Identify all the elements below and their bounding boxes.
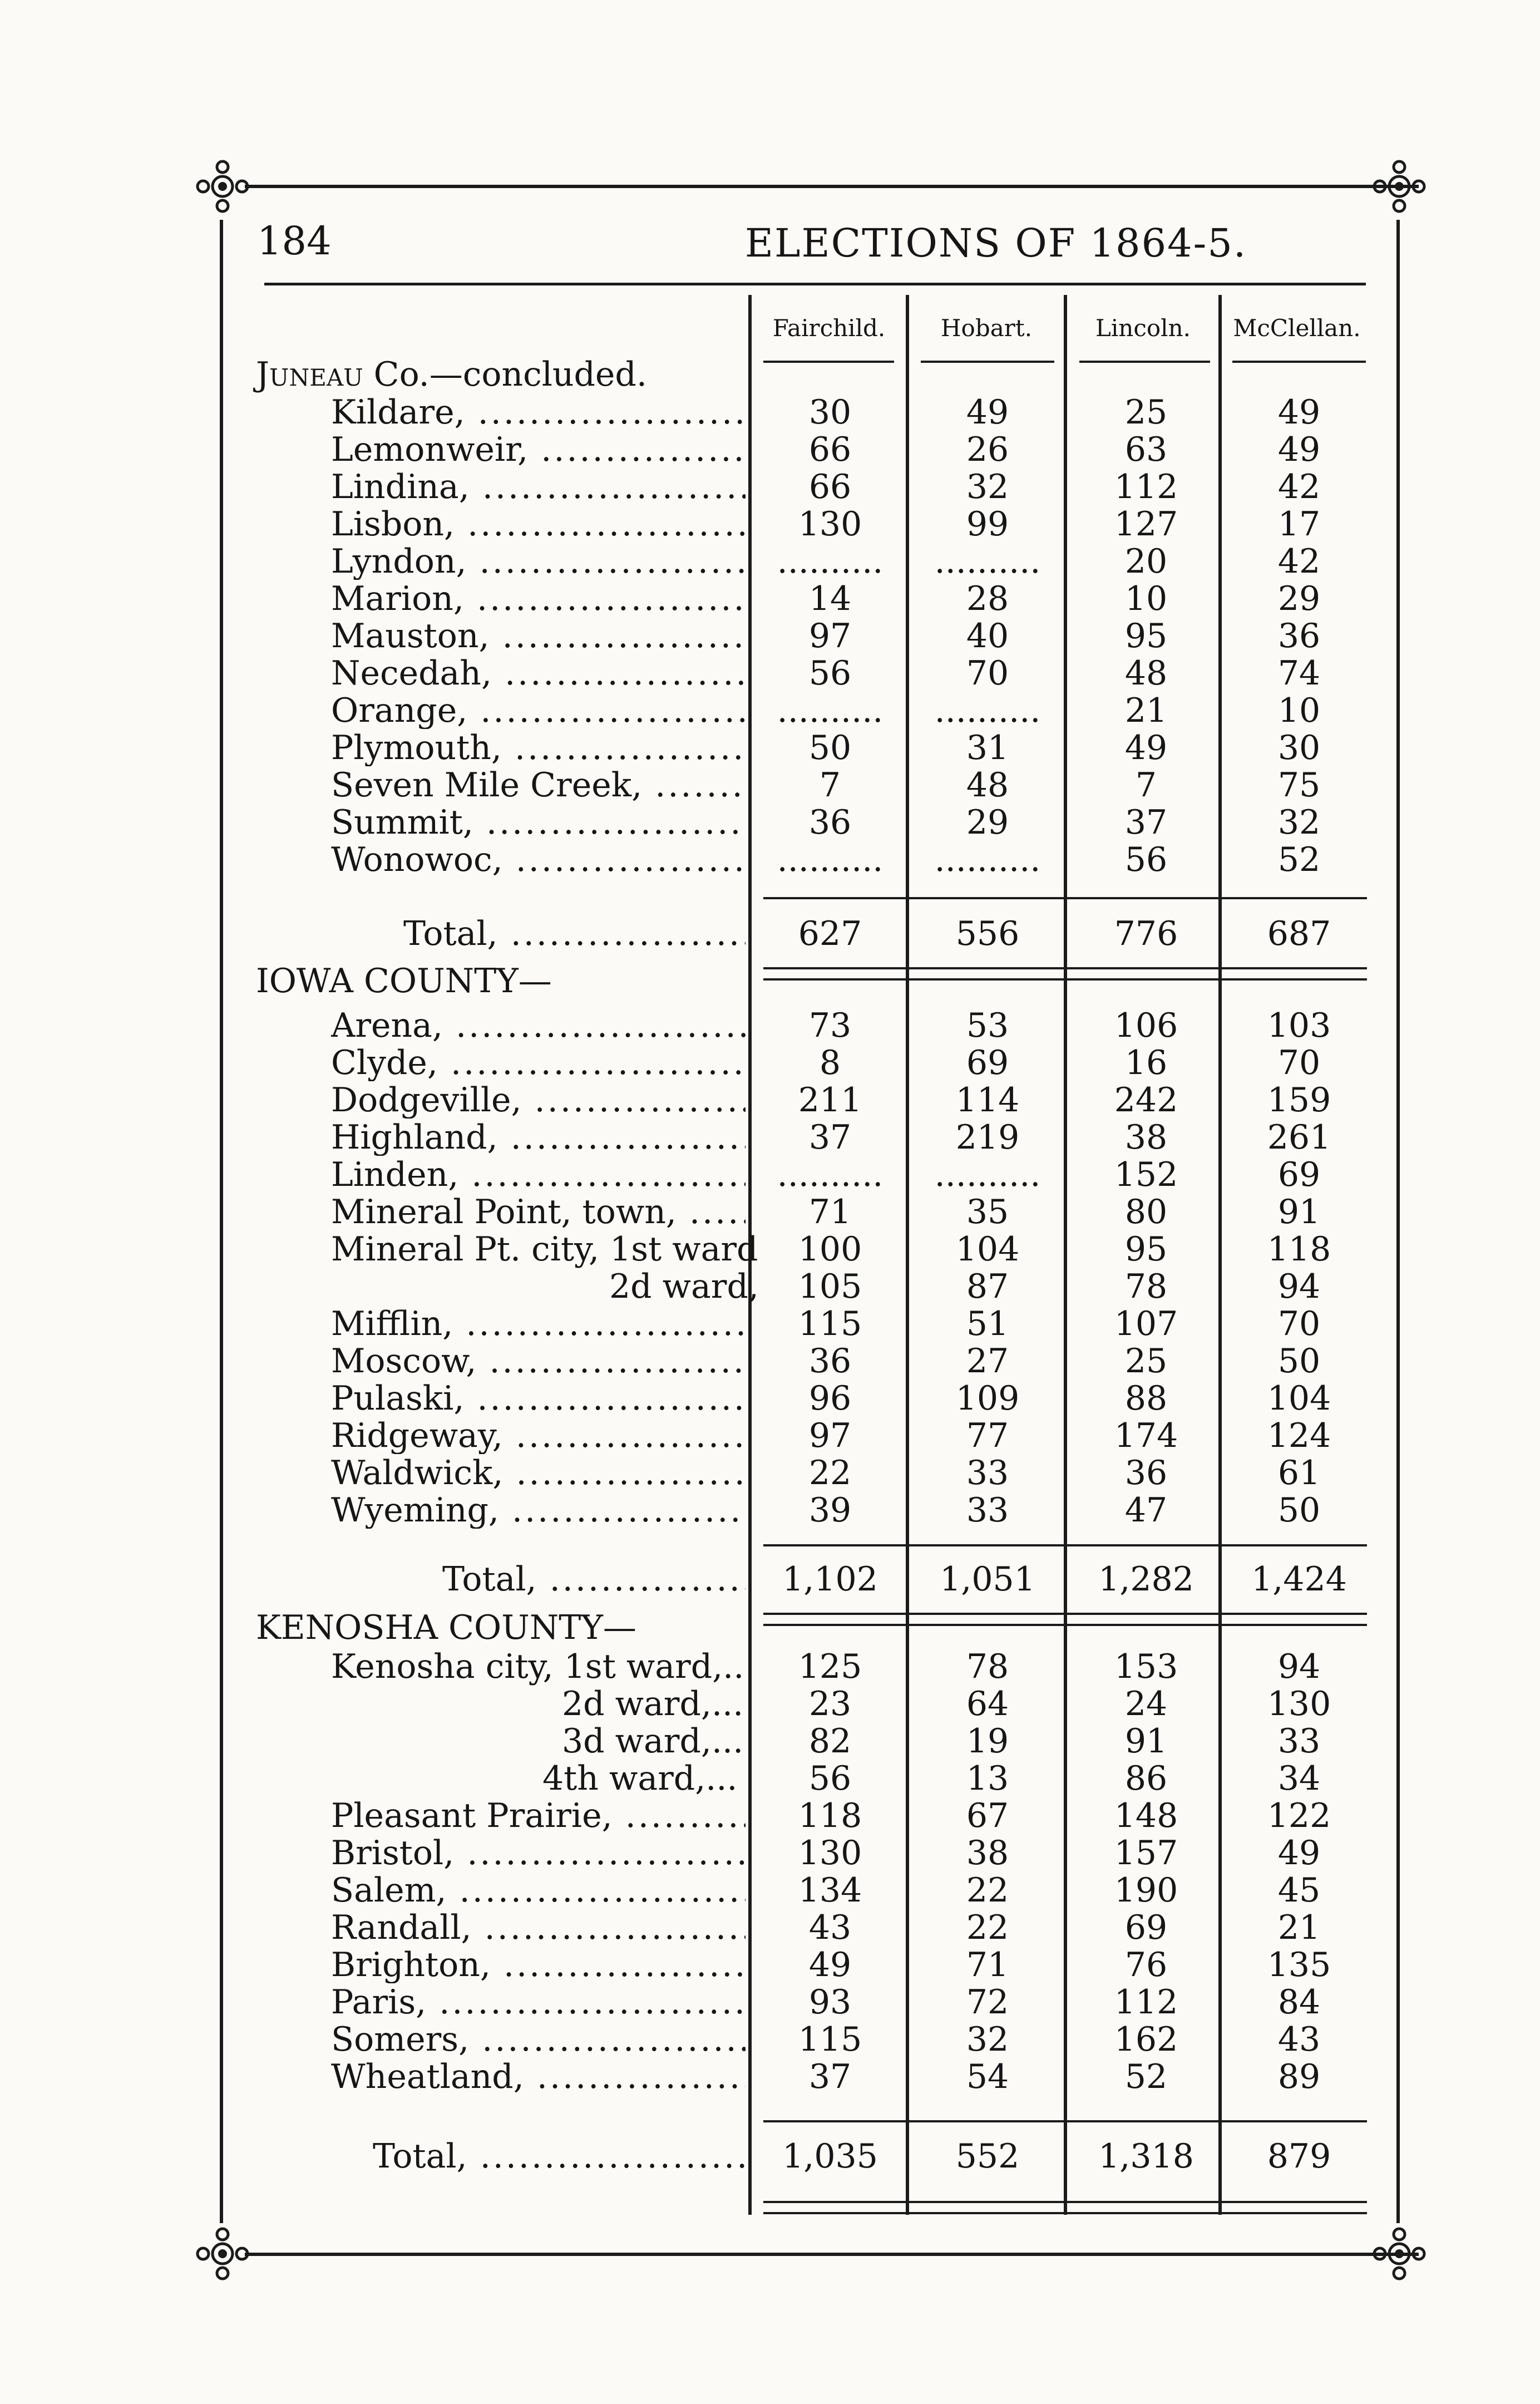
row-label: Lisbon, ..... xyxy=(331,506,746,543)
table-row xyxy=(0,2021,1540,2058)
cell-mcclellan: 135 xyxy=(1267,1947,1331,1983)
cell-fairchild: 118 xyxy=(798,1797,862,1834)
row-label: Randall, ..... xyxy=(331,1909,746,1946)
table-row xyxy=(0,1835,1540,1871)
table-row xyxy=(0,1455,1540,1491)
cell-mcclellan: 34 xyxy=(1277,1760,1321,1797)
row-label: Lyndon, ..... xyxy=(331,543,746,580)
row-label: Wonowoc, ..... xyxy=(331,841,746,878)
cell-mcclellan: 36 xyxy=(1277,618,1321,654)
corner-ornament-icon xyxy=(1363,2218,1435,2290)
cell-fairchild: 71 xyxy=(808,1194,852,1230)
cell-mcclellan: 69 xyxy=(1277,1156,1321,1193)
cell-fairchild: 23 xyxy=(808,1686,852,1722)
cell-mcclellan: 103 xyxy=(1267,1007,1331,1044)
cell-mcclellan: 50 xyxy=(1277,1492,1321,1529)
cell-mcclellan: 10 xyxy=(1277,692,1321,729)
table-row xyxy=(0,1686,1540,1722)
cell-fairchild: 82 xyxy=(808,1723,852,1760)
cell-hobart: 70 xyxy=(966,655,1009,692)
row-label: Brighton, ..... xyxy=(331,1947,746,1983)
cell-lincoln: 242 xyxy=(1114,1082,1178,1119)
cell-hobart: 87 xyxy=(966,1268,1009,1305)
cell-mcclellan: 30 xyxy=(1277,730,1321,766)
row-label: Highland, ..... xyxy=(331,1119,746,1156)
cell-fairchild: 627 xyxy=(798,915,862,952)
cell-fairchild: 1,035 xyxy=(782,2138,878,2175)
column-header-lincoln: Lincoln. xyxy=(1095,314,1191,342)
cell-hobart: .......... xyxy=(934,1156,1041,1193)
cell-lincoln: 69 xyxy=(1124,1909,1168,1946)
cell-mcclellan: 29 xyxy=(1277,580,1321,617)
table-row xyxy=(0,431,1540,468)
section-heading xyxy=(0,356,1540,393)
table-row xyxy=(0,1045,1540,1081)
cell-lincoln: 86 xyxy=(1124,1760,1168,1797)
cell-fairchild: .......... xyxy=(777,841,883,878)
row-label: Ridgeway, ..... xyxy=(331,1417,746,1454)
table-row xyxy=(0,618,1540,654)
cell-mcclellan: 687 xyxy=(1267,915,1331,952)
cell-hobart: 99 xyxy=(966,506,1009,543)
cell-mcclellan: 94 xyxy=(1277,1648,1321,1685)
cell-lincoln: 776 xyxy=(1114,915,1178,952)
cell-mcclellan: 75 xyxy=(1277,767,1321,804)
header-rule xyxy=(264,283,1366,285)
cell-mcclellan: 17 xyxy=(1277,506,1321,543)
cell-hobart: 27 xyxy=(966,1343,1009,1380)
table-row xyxy=(0,1909,1540,1946)
row-label: Total, ..... xyxy=(373,2138,746,2175)
table-row xyxy=(0,1872,1540,1909)
cell-hobart: 51 xyxy=(966,1306,1009,1342)
cell-lincoln: 10 xyxy=(1124,580,1168,617)
table-row xyxy=(0,1268,1540,1305)
table-row xyxy=(0,2058,1540,2095)
cell-mcclellan: 61 xyxy=(1277,1455,1321,1491)
row-label: Linden, ..... xyxy=(331,1156,746,1193)
cell-hobart: 40 xyxy=(966,618,1009,654)
row-label: Wheatland, ..... xyxy=(331,2058,746,2095)
cell-mcclellan: 124 xyxy=(1267,1417,1331,1454)
cell-mcclellan: 32 xyxy=(1277,804,1321,841)
page-number: 184 xyxy=(257,218,332,264)
cell-mcclellan: 45 xyxy=(1277,1872,1321,1909)
row-label: Kildare, ..... xyxy=(331,394,746,431)
cell-lincoln: 157 xyxy=(1114,1835,1178,1871)
cell-mcclellan: 49 xyxy=(1277,431,1321,468)
cell-lincoln: 148 xyxy=(1114,1797,1178,1834)
row-label: Mifflin, ..... xyxy=(331,1306,746,1342)
table-row xyxy=(0,1648,1540,1685)
cell-hobart: 556 xyxy=(955,915,1020,952)
row-label: Orange, ..... xyxy=(331,692,746,729)
total-row xyxy=(0,915,1540,952)
cell-mcclellan: 94 xyxy=(1277,1268,1321,1305)
cell-fairchild: 7 xyxy=(819,767,841,804)
cell-hobart: 22 xyxy=(966,1872,1009,1909)
cell-hobart: 28 xyxy=(966,580,1009,617)
table-row xyxy=(0,1984,1540,2021)
row-label: Clyde, ..... xyxy=(331,1045,746,1081)
cell-lincoln: 174 xyxy=(1114,1417,1178,1454)
row-label: Pleasant Prairie, ..... xyxy=(331,1797,746,1834)
table-row xyxy=(0,692,1540,729)
cell-hobart: 109 xyxy=(955,1380,1020,1417)
cell-hobart: 29 xyxy=(966,804,1009,841)
cell-fairchild: 37 xyxy=(808,2058,852,2095)
cell-fairchild: 73 xyxy=(808,1007,852,1044)
column-header-hobart: Hobart. xyxy=(940,314,1033,342)
cell-lincoln: 95 xyxy=(1124,1231,1168,1268)
cell-fairchild: 37 xyxy=(808,1119,852,1156)
table-row xyxy=(0,1082,1540,1119)
cell-hobart: 53 xyxy=(966,1007,1009,1044)
cell-hobart: 33 xyxy=(966,1492,1009,1529)
row-label: Mineral Point, town, ..... xyxy=(331,1194,746,1230)
table-row xyxy=(0,1306,1540,1342)
cell-lincoln: 1,282 xyxy=(1098,1561,1194,1598)
cell-hobart: 104 xyxy=(955,1231,1020,1268)
cell-lincoln: 127 xyxy=(1114,506,1178,543)
cell-hobart: 77 xyxy=(966,1417,1009,1454)
cell-hobart: .......... xyxy=(934,692,1041,729)
cell-fairchild: .......... xyxy=(777,543,883,580)
table-row xyxy=(0,1492,1540,1529)
row-label: 2d ward, xyxy=(609,1267,759,1306)
row-label: Salem, ..... xyxy=(331,1872,746,1909)
cell-lincoln: 21 xyxy=(1124,692,1168,729)
table-row xyxy=(0,580,1540,617)
cell-lincoln: 48 xyxy=(1124,655,1168,692)
table-row xyxy=(0,1417,1540,1454)
row-label: Mineral Pt. city, 1st ward xyxy=(331,1230,758,1269)
table-row xyxy=(0,1723,1540,1760)
cell-fairchild: 66 xyxy=(808,431,852,468)
cell-mcclellan: 50 xyxy=(1277,1343,1321,1380)
section-heading xyxy=(0,963,1540,999)
row-label xyxy=(256,356,647,393)
cell-fairchild: 1,102 xyxy=(782,1561,878,1598)
cell-mcclellan: 261 xyxy=(1267,1119,1331,1156)
cell-mcclellan: 52 xyxy=(1277,841,1321,878)
cell-fairchild: 100 xyxy=(798,1231,862,1268)
cell-fairchild: 211 xyxy=(798,1082,862,1119)
cell-lincoln: 25 xyxy=(1124,1343,1168,1380)
row-label: Waldwick, ..... xyxy=(331,1455,746,1491)
cell-fairchild: 43 xyxy=(808,1909,852,1946)
cell-mcclellan: 1,424 xyxy=(1251,1561,1347,1598)
cell-lincoln: 80 xyxy=(1124,1194,1168,1230)
row-label: Somers, ..... xyxy=(331,2021,746,2058)
cell-fairchild: 115 xyxy=(798,1306,862,1342)
cell-hobart: 114 xyxy=(955,1082,1020,1119)
cell-hobart: 32 xyxy=(966,469,1009,505)
cell-hobart: 64 xyxy=(966,1686,1009,1722)
row-label: Marion, ..... xyxy=(331,580,746,617)
cell-hobart: 219 xyxy=(955,1119,1020,1156)
column-header-mcclellan: McClellan. xyxy=(1233,314,1361,342)
cell-hobart: 552 xyxy=(955,2138,1020,2175)
cell-hobart: 22 xyxy=(966,1909,1009,1946)
table-row xyxy=(0,469,1540,505)
cell-hobart: 69 xyxy=(966,1045,1009,1081)
cell-hobart: 72 xyxy=(966,1984,1009,2021)
cell-lincoln: 76 xyxy=(1124,1947,1168,1983)
cell-hobart: 67 xyxy=(966,1797,1009,1834)
cell-hobart: 33 xyxy=(966,1455,1009,1491)
page-title: ELECTIONS OF 1864-5. xyxy=(744,220,1247,266)
cell-fairchild: 56 xyxy=(808,1760,852,1797)
table-row xyxy=(0,1343,1540,1380)
cell-lincoln: 7 xyxy=(1135,767,1157,804)
cell-mcclellan: 118 xyxy=(1267,1231,1331,1268)
cell-lincoln: 49 xyxy=(1124,730,1168,766)
table-row xyxy=(0,506,1540,543)
row-label: Paris, ..... xyxy=(331,1984,746,2021)
cell-hobart: 26 xyxy=(966,431,1009,468)
cell-fairchild: 97 xyxy=(808,618,852,654)
row-label: Total, ..... xyxy=(442,1561,746,1598)
row-label: Seven Mile Creek, ..... xyxy=(331,767,746,804)
cell-fairchild: 130 xyxy=(798,1835,862,1871)
cell-lincoln: 25 xyxy=(1124,394,1168,431)
row-label: Necedah, ..... xyxy=(331,655,746,692)
table-row xyxy=(0,1156,1540,1193)
frame-bottom-rule xyxy=(245,2253,1419,2256)
cell-lincoln: 24 xyxy=(1124,1686,1168,1722)
cell-lincoln: 107 xyxy=(1114,1306,1178,1342)
subtotal-rule xyxy=(763,2120,1367,2122)
column-header-fairchild: Fairchild. xyxy=(772,314,886,342)
cell-lincoln: 190 xyxy=(1114,1872,1178,1909)
cell-fairchild: 125 xyxy=(798,1648,862,1685)
cell-fairchild: 93 xyxy=(808,1984,852,2021)
cell-lincoln: 38 xyxy=(1124,1119,1168,1156)
cell-fairchild: 49 xyxy=(808,1947,852,1983)
row-label: 3d ward,... xyxy=(562,1722,744,1761)
corner-ornament-icon xyxy=(186,2218,259,2290)
row-label: Pulaski, ..... xyxy=(331,1380,746,1417)
corner-ornament-icon xyxy=(1363,150,1435,223)
cell-fairchild: .......... xyxy=(777,692,883,729)
cell-mcclellan: 49 xyxy=(1277,394,1321,431)
cell-lincoln: 91 xyxy=(1124,1723,1168,1760)
subtotal-rule xyxy=(763,1544,1367,1546)
table-row xyxy=(0,394,1540,431)
cell-hobart: .......... xyxy=(934,543,1041,580)
table-row xyxy=(0,1119,1540,1156)
cell-fairchild: 134 xyxy=(798,1872,862,1909)
cell-hobart: 78 xyxy=(966,1648,1009,1685)
total-row xyxy=(0,1561,1540,1598)
cell-hobart: 38 xyxy=(966,1835,1009,1871)
cell-fairchild: 14 xyxy=(808,580,852,617)
cell-hobart: 48 xyxy=(966,767,1009,804)
table-row xyxy=(0,1231,1540,1268)
cell-fairchild: .......... xyxy=(777,1156,883,1193)
row-label: Total, ..... xyxy=(403,915,746,952)
row-label: KENOSHA COUNTY— xyxy=(256,1608,636,1647)
section-heading-suffix: Co.—concluded. xyxy=(363,355,647,394)
table-row xyxy=(0,841,1540,878)
cell-mcclellan: 42 xyxy=(1277,543,1321,580)
cell-lincoln: 95 xyxy=(1124,618,1168,654)
cell-hobart: 31 xyxy=(966,730,1009,766)
table-row xyxy=(0,1194,1540,1230)
row-label: Dodgeville, ..... xyxy=(331,1082,746,1119)
cell-mcclellan: 159 xyxy=(1267,1082,1331,1119)
cell-mcclellan: 89 xyxy=(1277,2058,1321,2095)
corner-ornament-icon xyxy=(186,150,259,223)
cell-hobart: 54 xyxy=(966,2058,1009,2095)
cell-mcclellan: 104 xyxy=(1267,1380,1331,1417)
cell-fairchild: 115 xyxy=(798,2021,862,2058)
frame-top-rule xyxy=(245,185,1419,188)
row-label: Lindina, ..... xyxy=(331,469,746,505)
row-label: Kenosha city, 1st ward,.. xyxy=(331,1647,744,1686)
row-label: Summit, ..... xyxy=(331,804,746,841)
row-label: Moscow, ..... xyxy=(331,1343,746,1380)
table-row xyxy=(0,804,1540,841)
cell-lincoln: 112 xyxy=(1114,469,1178,505)
row-label: Bristol, ..... xyxy=(331,1835,746,1871)
cell-lincoln: 36 xyxy=(1124,1455,1168,1491)
cell-lincoln: 162 xyxy=(1114,2021,1178,2058)
cell-mcclellan: 49 xyxy=(1277,1835,1321,1871)
cell-lincoln: 47 xyxy=(1124,1492,1168,1529)
cell-fairchild: 50 xyxy=(808,730,852,766)
cell-fairchild: 39 xyxy=(808,1492,852,1529)
cell-mcclellan: 42 xyxy=(1277,469,1321,505)
table-row xyxy=(0,543,1540,580)
table-row xyxy=(0,655,1540,692)
cell-fairchild: 36 xyxy=(808,804,852,841)
row-label: 2d ward,... xyxy=(562,1684,744,1723)
row-label: Wyeming, ..... xyxy=(331,1492,746,1529)
cell-fairchild: 56 xyxy=(808,655,852,692)
cell-mcclellan: 122 xyxy=(1267,1797,1331,1834)
total-double-rule xyxy=(763,2201,1367,2214)
cell-mcclellan: 130 xyxy=(1267,1686,1331,1722)
table-row xyxy=(0,1797,1540,1834)
cell-mcclellan: 43 xyxy=(1277,2021,1321,2058)
cell-mcclellan: 21 xyxy=(1277,1909,1321,1946)
cell-hobart: 19 xyxy=(966,1723,1009,1760)
cell-fairchild: 66 xyxy=(808,469,852,505)
row-label: Lemonweir, ..... xyxy=(331,431,746,468)
cell-fairchild: 96 xyxy=(808,1380,852,1417)
table-row xyxy=(0,1760,1540,1797)
cell-fairchild: 36 xyxy=(808,1343,852,1380)
cell-hobart: 35 xyxy=(966,1194,1009,1230)
section-heading-prefix: Juneau xyxy=(256,355,363,394)
cell-lincoln: 1,318 xyxy=(1098,2138,1194,2175)
row-label: IOWA COUNTY— xyxy=(256,962,552,1001)
cell-hobart: 49 xyxy=(966,394,1009,431)
cell-fairchild: 130 xyxy=(798,506,862,543)
cell-hobart: 1,051 xyxy=(940,1561,1035,1598)
cell-lincoln: 16 xyxy=(1124,1045,1168,1081)
cell-hobart: 32 xyxy=(966,2021,1009,2058)
table-row xyxy=(0,767,1540,804)
total-row xyxy=(0,2138,1540,2175)
cell-lincoln: 20 xyxy=(1124,543,1168,580)
cell-mcclellan: 70 xyxy=(1277,1045,1321,1081)
row-label: Mauston, ..... xyxy=(331,618,746,654)
table-row xyxy=(0,1947,1540,1983)
cell-fairchild: 22 xyxy=(808,1455,852,1491)
cell-lincoln: 63 xyxy=(1124,431,1168,468)
subtotal-rule xyxy=(763,897,1367,899)
cell-fairchild: 105 xyxy=(798,1268,862,1305)
cell-lincoln: 37 xyxy=(1124,804,1168,841)
cell-lincoln: 78 xyxy=(1124,1268,1168,1305)
row-label: Arena, ..... xyxy=(331,1007,746,1044)
cell-hobart: .......... xyxy=(934,841,1041,878)
cell-fairchild: 30 xyxy=(808,394,852,431)
cell-mcclellan: 91 xyxy=(1277,1194,1321,1230)
cell-fairchild: 97 xyxy=(808,1417,852,1454)
cell-lincoln: 152 xyxy=(1114,1156,1178,1193)
cell-fairchild: 8 xyxy=(819,1045,841,1081)
cell-mcclellan: 33 xyxy=(1277,1723,1321,1760)
section-heading xyxy=(0,1609,1540,1646)
cell-hobart: 71 xyxy=(966,1947,1009,1983)
cell-mcclellan: 84 xyxy=(1277,1984,1321,2021)
cell-mcclellan: 74 xyxy=(1277,655,1321,692)
table-row xyxy=(0,730,1540,766)
cell-lincoln: 52 xyxy=(1124,2058,1168,2095)
table-row xyxy=(0,1380,1540,1417)
cell-lincoln: 56 xyxy=(1124,841,1168,878)
cell-lincoln: 112 xyxy=(1114,1984,1178,2021)
cell-lincoln: 153 xyxy=(1114,1648,1178,1685)
table-row xyxy=(0,1007,1540,1044)
cell-hobart: 13 xyxy=(966,1760,1009,1797)
cell-lincoln: 106 xyxy=(1114,1007,1178,1044)
cell-mcclellan: 879 xyxy=(1267,2138,1331,2175)
row-label: 4th ward,... xyxy=(542,1759,738,1798)
cell-lincoln: 88 xyxy=(1124,1380,1168,1417)
cell-mcclellan: 70 xyxy=(1277,1306,1321,1342)
row-label: Plymouth, ..... xyxy=(331,730,746,766)
